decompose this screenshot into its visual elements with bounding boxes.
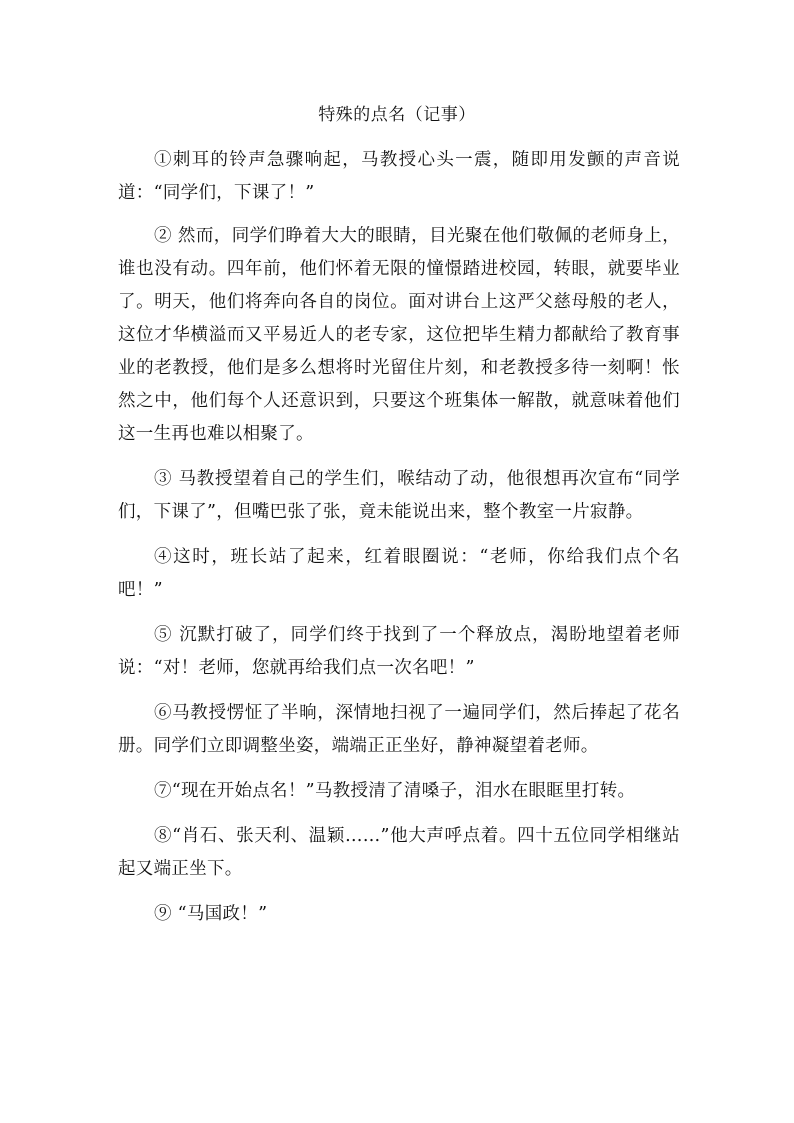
paragraph-7: ⑦“现在开始点名！”马教授清了清嗓子，泪水在眼眶里打转。 [154, 781, 636, 801]
paragraph-1: ①刺耳的铃声急骤响起，马教授心头一震，随即用发颤的声音说道：“同学们，下课了！” [118, 150, 680, 203]
document-body [118, 144, 680, 943]
paragraph-6: ⑥马教授愣怔了半晌，深情地扫视了一遍同学们，然后捧起了花名册。同学们立即调整坐姿，端端正正坐好，静神凝望着老师。 [118, 703, 680, 756]
paragraph-5: ⑤ 沉默打破了，同学们终于找到了一个释放点，渴盼地望着老师说：“对！老师，您就再给我们点一次名吧！” [118, 625, 680, 678]
paragraph-3: ③ 马教授望着自己的学生们，喉结动了动，他很想再次宣布“同学们，下课了”，但嘴巴张了张，竟未能说出来，整个教室一片寂静。 [118, 469, 680, 522]
paragraph-4: ④这时，班长站了起来，红着眼圈说：“老师，你给我们点个名吧！” [118, 547, 680, 600]
paragraph-9: ⑨ “马国政！” [154, 904, 268, 924]
document-title: 特殊的点名（记事） [318, 105, 476, 125]
paragraph-2: ② 然而，同学们睁着大大的眼睛，目光聚在他们敬佩的老师身上，谁也没有动。四年前，他们怀着无限的憧憬踏进校园，转眼，就要毕业了。明天，他们将奔向各自的岗位。面对讲台上这严父慈母般的老人，这位才华横溢而又平易近人的老专家，这位把毕生精力都献给了教育事业的老教授，他们是多么想将时光留住片刻，和老教授多待一刻啊！怅然之中，他们每个人还意识到，只要这个班集体一解散，就意味着他们这一生再也难以相聚了。 [118, 226, 680, 444]
paragraph-8: ⑧“肖石、张天利、温颖……”他大声呼点着。四十五位同学相继站起又端正坐下。 [118, 826, 680, 879]
